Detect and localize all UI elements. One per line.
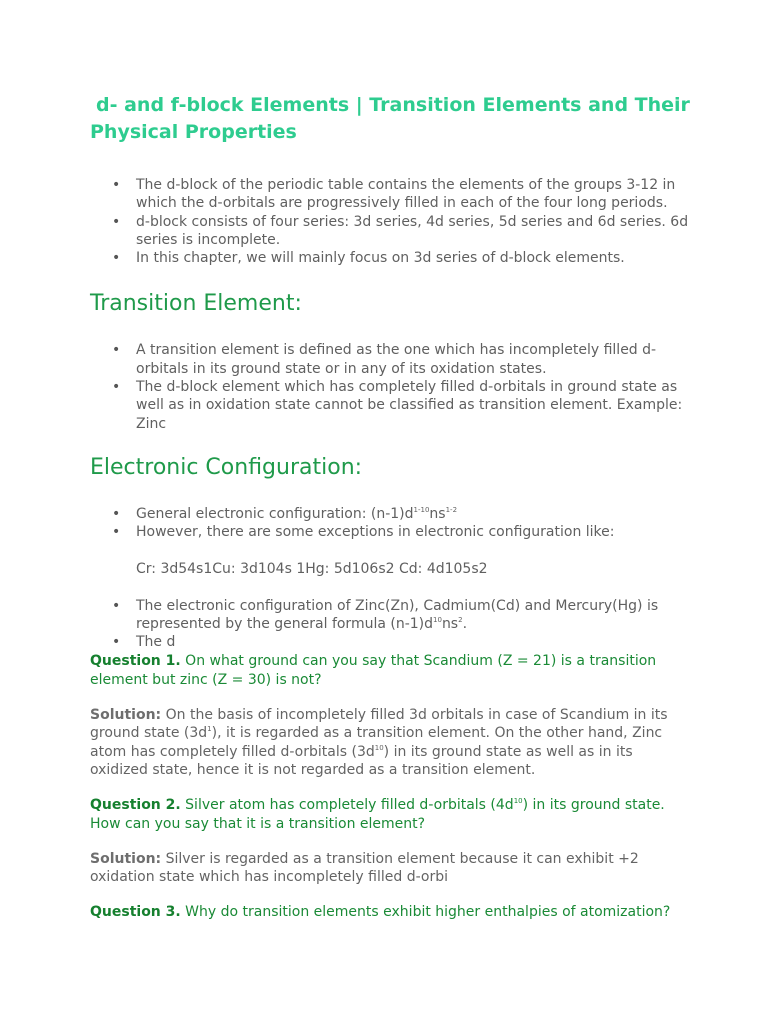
bullet-icon: • — [112, 524, 121, 541]
list-item: • The electronic configuration of Zinc(Zn), Cadmium(Cd) and Mercury(Hg) is represented by the general formula $(n-1)d^{10}ns^2$. — [112, 597, 659, 632]
config-example: Cr: 3d54s1Cu: 3d104s 1Hg: 5d106s2 Cd: 4d105s2 — [136, 560, 488, 577]
solution-2: Solution: Silver is regarded as a transition element because it can exhibit +2 oxidation state which has incompletely filled d-orbi — [90, 850, 639, 886]
bullet-icon: • — [112, 505, 121, 522]
intro-list — [90, 176, 690, 267]
list-item: • However, there are some exceptions in electronic configuration like: — [112, 524, 615, 541]
list-item: • The d-block element which has completely filled d-orbitals in ground state as well as in oxidation state cannot be classified as transition element. Example: Zinc — [112, 379, 683, 432]
list-item: • d-block consists of four series: 3d series, 4d series, 5d series and 6d series. 6d series is incomplete. — [112, 213, 689, 248]
bullet-icon: • — [112, 342, 121, 359]
bullet-icon: • — [112, 597, 121, 614]
transition-list — [90, 341, 690, 432]
list-item: • The d — [112, 634, 176, 651]
question-1: Question 1. On what ground can you say that Scandium (Z = 21) is a transition element but zinc (Z = 30) is not? — [90, 653, 657, 688]
list-item: • General electronic configuration: $(n-1)d^{1-10}ns^{1-2}$ — [112, 505, 458, 522]
section-heading-config: Electronic Configuration: — [90, 454, 363, 480]
list-item: • The d-block of the periodic table contains the elements of the groups 3-12 in which the d-orbitals are progressively filled in each of the four long periods. — [112, 177, 676, 212]
list-item: • A transition element is defined as the one which has incompletely filled d-orbitals in its ground state or in any of its oxidation states. — [112, 342, 657, 377]
list-item: • In this chapter, we will mainly focus on 3d series of d-block elements. — [112, 250, 625, 267]
question-2: Question 2. Silver atom has completely filled d-orbitals $(4d^{10})$ in its ground state. How can you say that it is a transition element? — [90, 797, 665, 832]
bullet-icon: • — [112, 177, 121, 193]
bullet-icon: • — [112, 379, 121, 396]
document-page — [90, 92, 690, 922]
section-heading-transition: Transition Element: — [90, 291, 302, 317]
bullet-icon: • — [112, 250, 121, 267]
config-list — [90, 505, 690, 542]
bullet-icon: • — [112, 213, 121, 230]
bullet-icon: • — [112, 634, 121, 651]
zinc-list — [90, 597, 690, 652]
question-3: Question 3. Why do transition elements exhibit higher enthalpies of atomization? — [90, 904, 671, 921]
page-title: d- and f-block Elements | Transition Elements and Their Physical Properties — [90, 94, 690, 143]
solution-1: Solution: On the basis of incompletely filled 3d orbitals in case of Scandium in its ground state $(3d^1)$, it is regarded as a transition element. On the other hand, Zinc atom has completely filled d-orbitals $(3d^{10})$ in its ground state as well as in its oxidized state, hence it is not regarded as a transition element. — [90, 707, 668, 778]
